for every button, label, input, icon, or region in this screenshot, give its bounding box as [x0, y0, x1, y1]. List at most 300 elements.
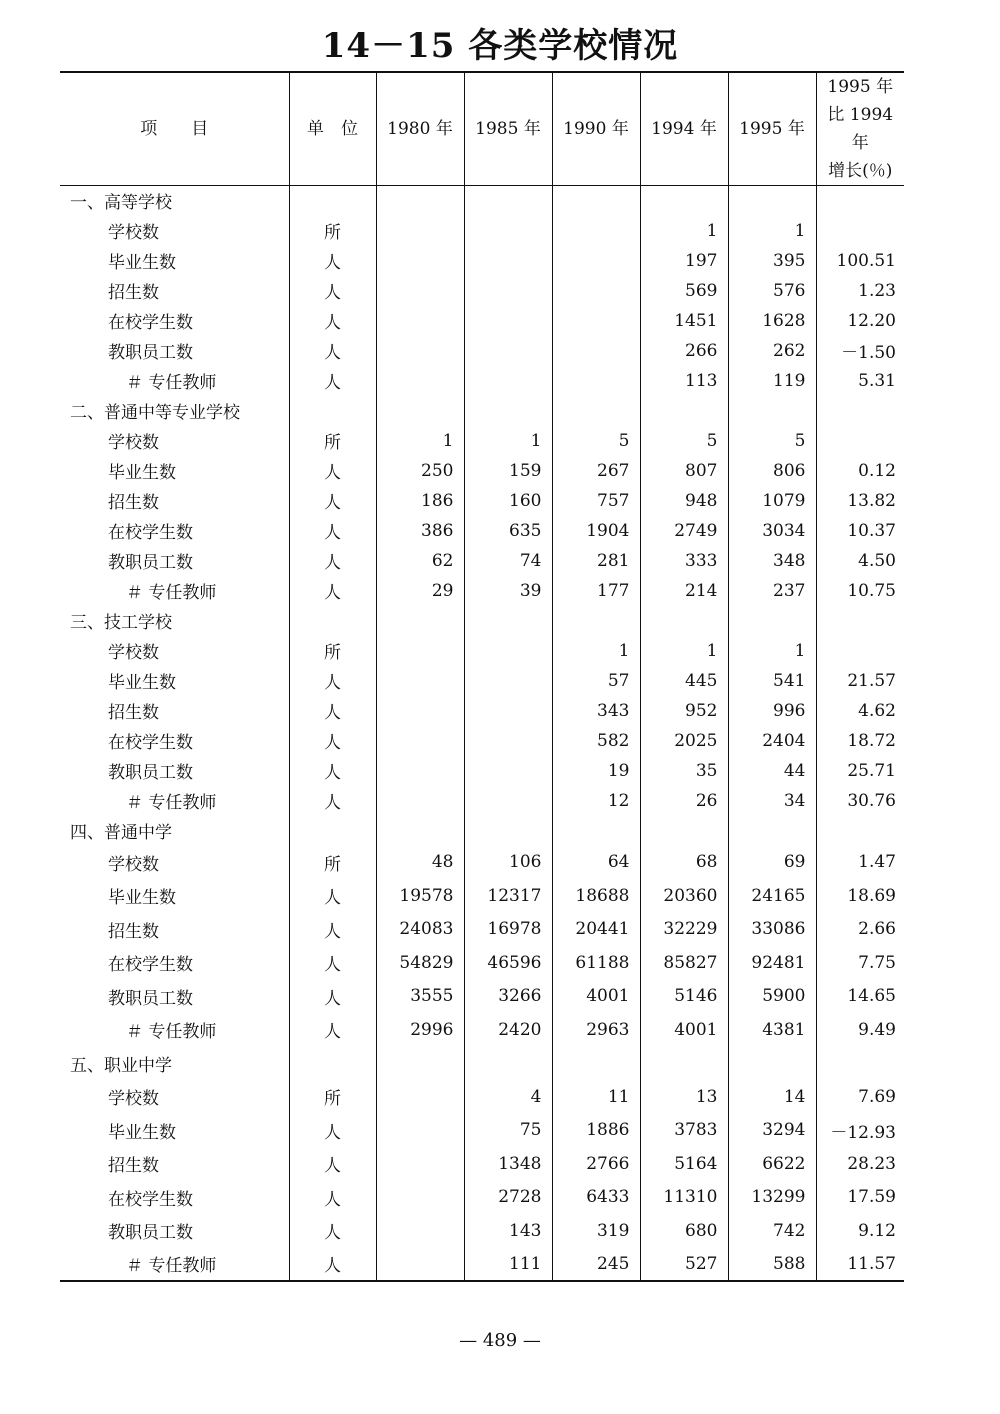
table-row: [60, 666, 904, 696]
table-section-row: [60, 606, 904, 636]
table-row: [60, 426, 904, 456]
cell-1985: 39: [464, 576, 552, 606]
row-unit: 人: [289, 1114, 376, 1148]
cell-1985: [464, 606, 552, 636]
row-label: 在校学生数: [108, 1189, 193, 1210]
cell-1990: 2963: [552, 1013, 640, 1047]
table-section-row: [60, 1047, 904, 1081]
cell-1985: 111: [464, 1248, 552, 1282]
table-row: [60, 1013, 904, 1047]
cell-1995: 34: [728, 786, 816, 816]
cell-growth: 14.65: [816, 980, 904, 1014]
cell-1985: [464, 1047, 552, 1081]
cell-1995: 24165: [728, 879, 816, 913]
cell-1994: 680: [640, 1214, 728, 1248]
cell-1995: [728, 1047, 816, 1081]
cell-1995: [728, 816, 816, 846]
header-1995: 1995 年: [728, 72, 816, 186]
cell-1985: 12317: [464, 879, 552, 913]
row-label: 招生数: [108, 493, 159, 513]
cell-1994: 948: [640, 486, 728, 516]
table-row: [60, 486, 904, 516]
cell-1990: 57: [552, 666, 640, 696]
row-unit: 所: [289, 216, 376, 246]
row-label: 在校学生数: [108, 955, 193, 976]
cell-1994: 527: [640, 1248, 728, 1282]
cell-1995: 262: [728, 336, 816, 366]
table-row: [60, 1080, 904, 1114]
cell-1980: [376, 336, 464, 366]
cell-1995: 33086: [728, 913, 816, 947]
cell-1994: 4001: [640, 1013, 728, 1047]
cell-1995: 44: [728, 756, 816, 786]
row-unit: 人: [289, 946, 376, 980]
table-row: [60, 576, 904, 606]
table-body: [60, 186, 904, 1282]
cell-1995: 1: [728, 636, 816, 666]
row-label: 在校学生数: [108, 313, 193, 333]
cell-1994: 26: [640, 786, 728, 816]
cell-1980: 48: [376, 846, 464, 880]
cell-1994: 32229: [640, 913, 728, 947]
cell-1990: [552, 306, 640, 336]
cell-1994: 5: [640, 426, 728, 456]
row-label: 五、职业中学: [70, 1055, 172, 1076]
table-row: [60, 756, 904, 786]
cell-1985: 1348: [464, 1147, 552, 1181]
cell-growth: [816, 216, 904, 246]
cell-1995: 1079: [728, 486, 816, 516]
cell-1995: [728, 186, 816, 216]
table-row: [60, 306, 904, 336]
table-row: [60, 366, 904, 396]
row-unit: 所: [289, 426, 376, 456]
cell-1994: 1451: [640, 306, 728, 336]
cell-1994: 13: [640, 1080, 728, 1114]
row-unit: 人: [289, 1013, 376, 1047]
cell-1990: 582: [552, 726, 640, 756]
cell-growth: 12.20: [816, 306, 904, 336]
cell-1985: [464, 366, 552, 396]
row-unit: 所: [289, 1080, 376, 1114]
cell-1980: [376, 1214, 464, 1248]
cell-1994: 113: [640, 366, 728, 396]
cell-1994: [640, 396, 728, 426]
cell-1990: 281: [552, 546, 640, 576]
cell-1994: 952: [640, 696, 728, 726]
cell-1985: [464, 786, 552, 816]
header-1990: 1990 年: [552, 72, 640, 186]
cell-1990: 18688: [552, 879, 640, 913]
cell-1980: [376, 1181, 464, 1215]
cell-growth: 9.12: [816, 1214, 904, 1248]
header-growth-line-3: 增长(％): [828, 161, 893, 181]
table-row: [60, 1248, 904, 1282]
cell-1994: 85827: [640, 946, 728, 980]
row-label: 教职员工数: [108, 1223, 193, 1244]
cell-1980: [376, 276, 464, 306]
cell-1995: 92481: [728, 946, 816, 980]
table-row: [60, 726, 904, 756]
cell-1990: 5: [552, 426, 640, 456]
cell-1995: 5900: [728, 980, 816, 1014]
row-label: 学校数: [108, 854, 159, 875]
cell-1990: 4001: [552, 980, 640, 1014]
cell-1990: 61188: [552, 946, 640, 980]
cell-1990: [552, 186, 640, 216]
cell-1980: [376, 306, 464, 336]
cell-growth: －1.50: [816, 336, 904, 366]
row-label: 招生数: [108, 703, 159, 723]
header-1980: 1980 年: [376, 72, 464, 186]
row-unit: 人: [289, 756, 376, 786]
row-unit: 人: [289, 336, 376, 366]
cell-1980: [376, 1080, 464, 1114]
cell-1995: 541: [728, 666, 816, 696]
cell-growth: 28.23: [816, 1147, 904, 1181]
cell-1980: 386: [376, 516, 464, 546]
cell-growth: 100.51: [816, 246, 904, 276]
cell-1980: [376, 756, 464, 786]
cell-1980: [376, 726, 464, 756]
row-label: 学校数: [108, 643, 159, 663]
cell-1980: [376, 216, 464, 246]
row-unit: 人: [289, 879, 376, 913]
header-1994: 1994 年: [640, 72, 728, 186]
cell-growth: 1.47: [816, 846, 904, 880]
cell-1980: 62: [376, 546, 464, 576]
row-label: ＃ 专任教师: [126, 583, 217, 603]
cell-1980: 3555: [376, 980, 464, 1014]
cell-1980: [376, 1114, 464, 1148]
cell-1995: 806: [728, 456, 816, 486]
cell-1980: [376, 636, 464, 666]
cell-1994: 5164: [640, 1147, 728, 1181]
cell-1994: 445: [640, 666, 728, 696]
cell-1985: 3266: [464, 980, 552, 1014]
row-label: 学校数: [108, 433, 159, 453]
cell-1980: [376, 186, 464, 216]
cell-1990: [552, 336, 640, 366]
cell-growth: [816, 426, 904, 456]
cell-1985: 75: [464, 1114, 552, 1148]
cell-1985: 143: [464, 1214, 552, 1248]
row-label: 三、技工学校: [70, 613, 172, 633]
cell-1994: 197: [640, 246, 728, 276]
row-label: 招生数: [108, 283, 159, 303]
row-unit: [289, 186, 376, 216]
cell-1995: 1628: [728, 306, 816, 336]
table-row: [60, 696, 904, 726]
cell-1990: 1: [552, 636, 640, 666]
cell-1985: [464, 276, 552, 306]
cell-1985: 46596: [464, 946, 552, 980]
cell-growth: 10.37: [816, 516, 904, 546]
cell-1995: 996: [728, 696, 816, 726]
cell-1994: [640, 1047, 728, 1081]
table-section-row: [60, 816, 904, 846]
cell-1994: 68: [640, 846, 728, 880]
table-row: [60, 846, 904, 880]
cell-1980: [376, 666, 464, 696]
cell-1990: [552, 816, 640, 846]
cell-1995: 3034: [728, 516, 816, 546]
cell-1990: [552, 1047, 640, 1081]
cell-1995: 119: [728, 366, 816, 396]
cell-1985: 2420: [464, 1013, 552, 1047]
cell-1990: [552, 276, 640, 306]
row-label: ＃ 专任教师: [60, 1248, 289, 1282]
cell-1995: 588: [728, 1248, 816, 1282]
row-label: ＃ 专任教师: [126, 373, 217, 393]
cell-1990: 6433: [552, 1181, 640, 1215]
cell-1985: 106: [464, 846, 552, 880]
cell-1994: 35: [640, 756, 728, 786]
row-label: 学校数: [108, 223, 159, 243]
row-label: 一、高等学校: [70, 193, 172, 214]
cell-1995: 1: [728, 216, 816, 246]
cell-1994: 1: [640, 636, 728, 666]
cell-1990: 245: [552, 1248, 640, 1282]
cell-1995: 395: [728, 246, 816, 276]
row-unit: 人: [289, 786, 376, 816]
page-title: 14－15 各类学校情况: [321, 26, 679, 66]
cell-1994: 1: [640, 216, 728, 246]
cell-1995: 6622: [728, 1147, 816, 1181]
cell-1994: 214: [640, 576, 728, 606]
row-label: 毕业生数: [108, 888, 176, 909]
row-label: 毕业生数: [108, 673, 176, 693]
cell-1985: [464, 186, 552, 216]
cell-1980: [376, 366, 464, 396]
cell-1980: 19578: [376, 879, 464, 913]
cell-1990: 12: [552, 786, 640, 816]
row-unit: 人: [289, 1147, 376, 1181]
cell-1980: [376, 246, 464, 276]
row-unit: 人: [289, 696, 376, 726]
page-number: — 489 —: [459, 1330, 541, 1351]
row-label: 毕业生数: [108, 253, 176, 273]
cell-1985: [464, 396, 552, 426]
row-unit: 人: [289, 913, 376, 947]
cell-growth: 10.75: [816, 576, 904, 606]
cell-1990: [552, 216, 640, 246]
row-unit: 人: [289, 276, 376, 306]
cell-growth: 0.12: [816, 456, 904, 486]
cell-1994: 5146: [640, 980, 728, 1014]
header-growth-line-1: 1995 年: [827, 77, 894, 97]
row-unit: 人: [289, 666, 376, 696]
table-row: [60, 246, 904, 276]
cell-1985: [464, 696, 552, 726]
row-unit: 人: [289, 246, 376, 276]
cell-1990: 319: [552, 1214, 640, 1248]
cell-1990: 343: [552, 696, 640, 726]
cell-1990: 19: [552, 756, 640, 786]
cell-1995: 576: [728, 276, 816, 306]
cell-1985: 635: [464, 516, 552, 546]
cell-1980: [376, 1147, 464, 1181]
cell-1980: 250: [376, 456, 464, 486]
cell-growth: －12.93: [816, 1114, 904, 1148]
cell-growth: 13.82: [816, 486, 904, 516]
cell-growth: [816, 1047, 904, 1081]
cell-1995: 348: [728, 546, 816, 576]
cell-1985: [464, 306, 552, 336]
row-unit: 人: [289, 726, 376, 756]
cell-1990: 1886: [552, 1114, 640, 1148]
table-row: [60, 980, 904, 1014]
row-unit: 人: [289, 980, 376, 1014]
row-unit: [289, 1047, 376, 1081]
row-unit: 所: [289, 846, 376, 880]
cell-growth: [816, 396, 904, 426]
cell-1994: 3783: [640, 1114, 728, 1148]
cell-1985: 160: [464, 486, 552, 516]
cell-1990: 11: [552, 1080, 640, 1114]
row-unit: 人: [289, 366, 376, 396]
cell-1990: 2766: [552, 1147, 640, 1181]
cell-1980: [376, 816, 464, 846]
table-row: [60, 636, 904, 666]
table-row: [60, 879, 904, 913]
cell-1994: 20360: [640, 879, 728, 913]
cell-growth: [816, 636, 904, 666]
table-row: [60, 1214, 904, 1248]
cell-1994: 2749: [640, 516, 728, 546]
cell-1995: 2404: [728, 726, 816, 756]
cell-growth: [816, 606, 904, 636]
cell-1985: 159: [464, 456, 552, 486]
table-row: [60, 216, 904, 246]
cell-1995: [728, 606, 816, 636]
cell-1995: [728, 396, 816, 426]
row-label: 毕业生数: [108, 463, 176, 483]
cell-1980: 29: [376, 576, 464, 606]
cell-growth: 4.50: [816, 546, 904, 576]
cell-growth: 21.57: [816, 666, 904, 696]
cell-1990: 20441: [552, 913, 640, 947]
row-label: 学校数: [108, 1089, 159, 1110]
row-label: 教职员工数: [108, 988, 193, 1009]
cell-1994: 266: [640, 336, 728, 366]
cell-1980: [376, 396, 464, 426]
cell-1995: 69: [728, 846, 816, 880]
row-label: 毕业生数: [108, 1122, 176, 1143]
row-unit: 人: [289, 486, 376, 516]
cell-1994: 11310: [640, 1181, 728, 1215]
cell-1980: 2996: [376, 1013, 464, 1047]
row-label: 在校学生数: [108, 733, 193, 753]
cell-1985: [464, 246, 552, 276]
cell-growth: 1.23: [816, 276, 904, 306]
cell-growth: 4.62: [816, 696, 904, 726]
cell-1980: [376, 606, 464, 636]
row-label: 二、普通中等专业学校: [70, 403, 240, 423]
cell-growth: 30.76: [816, 786, 904, 816]
cell-1985: [464, 756, 552, 786]
table-row: [60, 456, 904, 486]
header-1985: 1985 年: [464, 72, 552, 186]
row-unit: 人: [289, 576, 376, 606]
cell-1995: 4381: [728, 1013, 816, 1047]
cell-1985: 16978: [464, 913, 552, 947]
cell-1985: [464, 816, 552, 846]
cell-1980: [376, 696, 464, 726]
cell-growth: 18.72: [816, 726, 904, 756]
header-item: 项 目: [60, 72, 289, 186]
cell-1994: 333: [640, 546, 728, 576]
row-label: 招生数: [108, 1156, 159, 1177]
cell-1990: [552, 396, 640, 426]
table-section-row: [60, 186, 904, 216]
row-unit: 人: [289, 1181, 376, 1215]
table-row: [60, 516, 904, 546]
cell-1985: 74: [464, 546, 552, 576]
cell-1994: 569: [640, 276, 728, 306]
cell-growth: [816, 186, 904, 216]
row-unit: 人: [289, 306, 376, 336]
row-unit: [289, 396, 376, 426]
cell-growth: 7.69: [816, 1080, 904, 1114]
cell-1985: [464, 336, 552, 366]
row-label: 教职员工数: [108, 343, 193, 363]
cell-1995: 237: [728, 576, 816, 606]
cell-1994: 807: [640, 456, 728, 486]
cell-1980: [376, 1248, 464, 1282]
cell-1980: 1: [376, 426, 464, 456]
cell-1995: 3294: [728, 1114, 816, 1148]
cell-1980: [376, 1047, 464, 1081]
cell-growth: 25.71: [816, 756, 904, 786]
header-growth: [816, 72, 904, 186]
cell-growth: 18.69: [816, 879, 904, 913]
cell-1985: 1: [464, 426, 552, 456]
cell-1995: 742: [728, 1214, 816, 1248]
cell-1994: 2025: [640, 726, 728, 756]
row-label: 教职员工数: [108, 763, 193, 783]
row-unit: 人: [289, 546, 376, 576]
schools-table: [60, 71, 904, 1282]
cell-1994: [640, 186, 728, 216]
cell-1985: [464, 666, 552, 696]
cell-1990: [552, 606, 640, 636]
cell-1990: 1904: [552, 516, 640, 546]
table-row: [60, 276, 904, 306]
cell-1995: 13299: [728, 1181, 816, 1215]
row-unit: 人: [289, 1248, 376, 1282]
cell-1980: 54829: [376, 946, 464, 980]
cell-1980: [376, 786, 464, 816]
cell-1994: [640, 816, 728, 846]
cell-growth: 9.49: [816, 1013, 904, 1047]
table-row: [60, 1181, 904, 1215]
table-row: [60, 786, 904, 816]
table-header-row: [60, 72, 904, 186]
header-growth-line-2: 比 1994 年: [827, 105, 894, 153]
cell-1990: 177: [552, 576, 640, 606]
cell-1994: [640, 606, 728, 636]
cell-1985: 2728: [464, 1181, 552, 1215]
table-row: [60, 546, 904, 576]
cell-growth: 17.59: [816, 1181, 904, 1215]
cell-growth: 5.31: [816, 366, 904, 396]
row-unit: 人: [289, 1214, 376, 1248]
row-label: ＃ 专任教师: [126, 793, 217, 813]
cell-growth: 2.66: [816, 913, 904, 947]
row-label: 教职员工数: [108, 553, 193, 573]
cell-1990: 267: [552, 456, 640, 486]
